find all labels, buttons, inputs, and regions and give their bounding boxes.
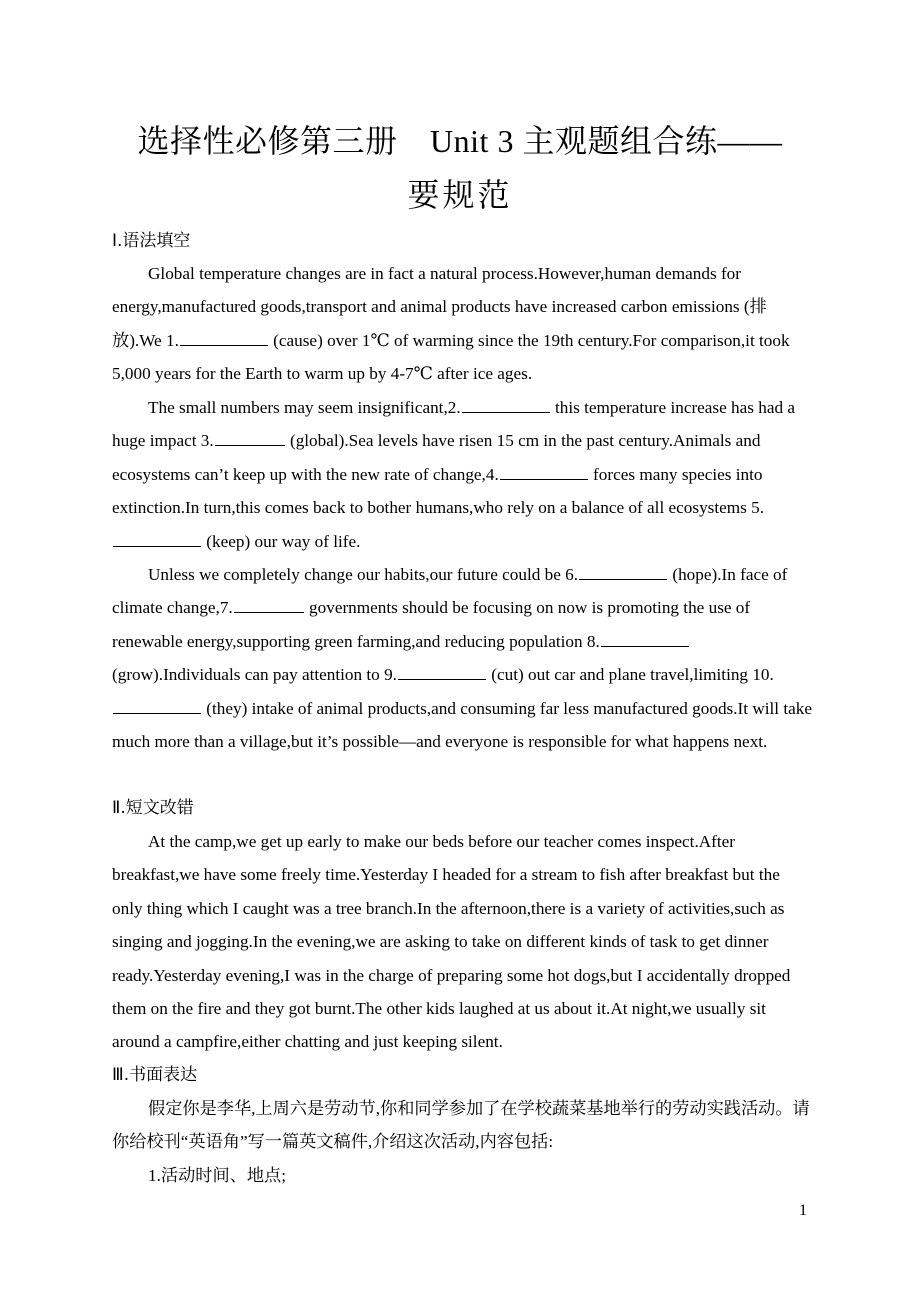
error-correction-paragraph: At the camp,we get up early to make our beds before our teacher comes inspect.After breakfast,we have some freely time.Yesterday I headed for a stream to fish after breakfast but the only thing which I caught was a tree branch.In the afternoon,there is a variety of activities,such as singing and jogging.In the evening,we are asking to take on different kinds of task to get dinner ready.Yesterday evening,I was in the charge of preparing some hot dogs,but I accidentally dropped them on the fire and they got burnt.The other kids laughed at us about it.At night,we usually sit around a campfire,either chatting and just keeping silent. <box>112 832 791 1052</box>
writing-prompt-paragraph: 假定你是李华,上周六是劳动节,你和同学参加了在学校蔬菜基地举行的劳动实践活动。请你给校刊“英语角”写一篇英文稿件,介绍这次活动,内容包括: <box>112 1099 810 1152</box>
answer-blank-2[interactable] <box>462 394 550 413</box>
document-title-line-1: 选择性必修第三册 Unit 3 主观题组合练—— <box>137 123 783 159</box>
grammar-paragraph-3: Unless we completely change our habits,our future could be 6. (hope).In face of climate change,7. governments should be focusing on now is promoting the use of renewable energy,supporting green farming,and reducing population 8. (grow).Individuals can pay attention to 9. (cut) out car and plane travel,limiting 10. (they) intake of animal products,and consuming far less manufactured goods.It will take much more than a village,but it’s possible—and everyone is responsible for what happens next. <box>112 558 812 758</box>
page-number: 1 <box>799 1202 807 1219</box>
grammar-paragraph-1: Global temperature changes are in fact a natural process.However,human demands for energy,manufactured goods,transport and animal products have increased carbon emissions (排放).We 1. (cause) over 1℃ of warming since the 19th century.For comparison,it took 5,000 years for the Earth to warm up by 4-7℃ after ice ages. <box>112 264 790 384</box>
answer-blank-10[interactable] <box>113 695 201 714</box>
answer-blank-8[interactable] <box>601 628 689 647</box>
answer-blank-5[interactable] <box>113 528 201 547</box>
answer-blank-1[interactable] <box>180 327 268 346</box>
answer-blank-3[interactable] <box>215 427 285 446</box>
section-heading-error-correction: Ⅱ.短文改错 <box>112 798 194 818</box>
answer-blank-9[interactable] <box>398 661 486 680</box>
answer-blank-6[interactable] <box>579 561 667 580</box>
answer-blank-7[interactable] <box>234 594 304 613</box>
grammar-paragraph-2: The small numbers may seem insignificant,2. this temperature increase has had a huge impact 3. (global).Sea levels have risen 15 cm in the past century.Animals and ecosystems can’t keep up with the new rate of change,4. forces many species into extinction.In turn,this comes back to bother humans,who rely on a balance of all ecosystems 5. (keep) our way of life. <box>112 391 812 558</box>
writing-requirement-1: 1.活动时间、地点; <box>148 1166 286 1185</box>
answer-blank-4[interactable] <box>500 461 588 480</box>
section-heading-writing: Ⅲ.书面表达 <box>112 1065 198 1085</box>
section-heading-grammar-fill: Ⅰ.语法填空 <box>112 231 191 251</box>
document-title-line-2: 要规范 <box>407 177 513 213</box>
